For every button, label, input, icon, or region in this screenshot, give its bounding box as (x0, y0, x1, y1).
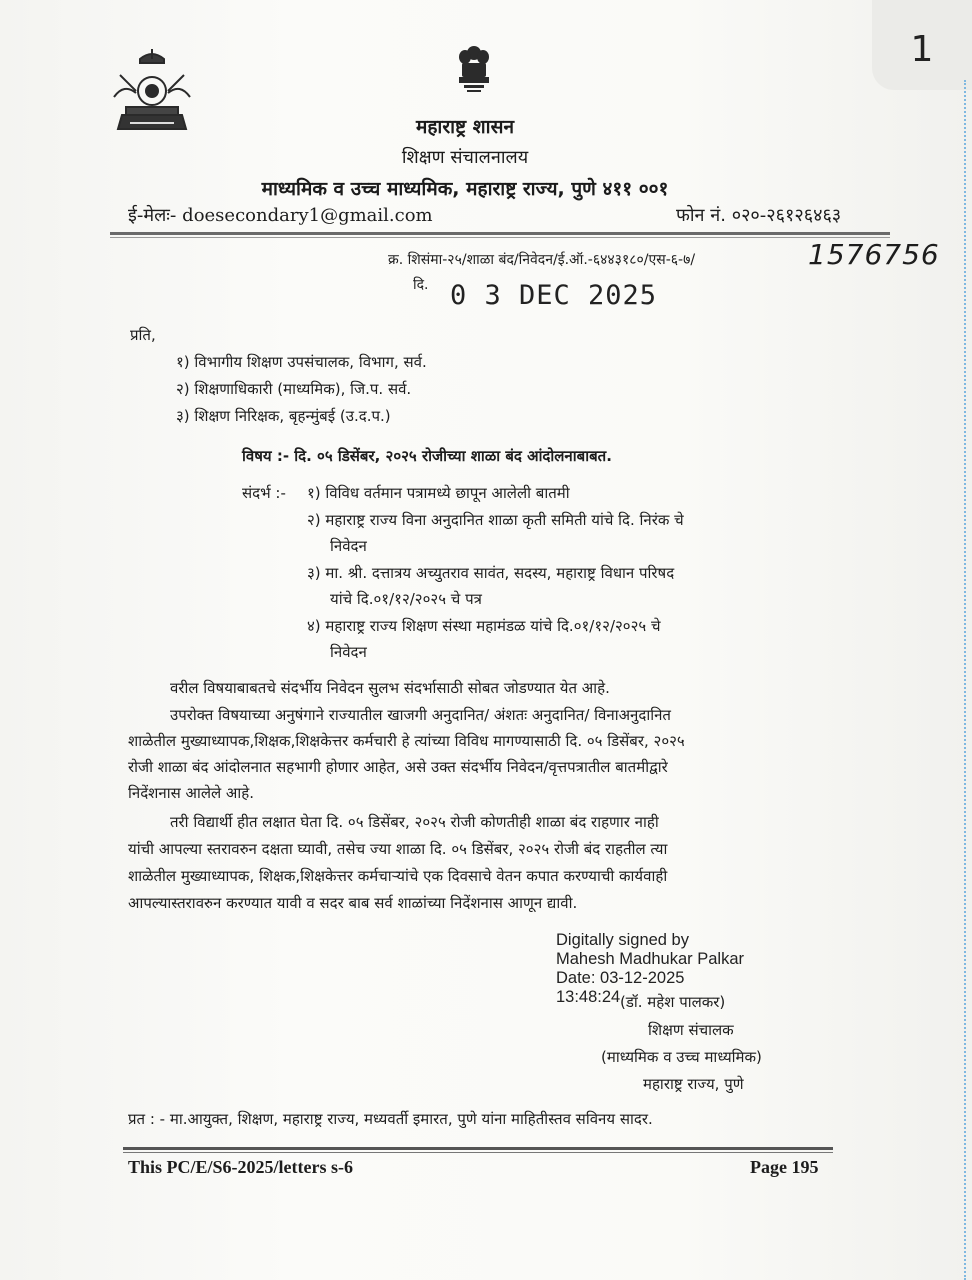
email-line (128, 203, 433, 227)
digital-signature-line: 13:48:24 (556, 988, 621, 1006)
copy-to-line: प्रत : - मा.आयुक्त, शिक्षण, महाराष्ट्र राज्य, मध्यवर्ती इमारत, पुणे यांना माहितीस्तव सविनय सादर. (128, 1110, 653, 1128)
recipient-item: १) विभागीय शिक्षण उपसंचालक, विभाग, सर्व. (176, 353, 427, 371)
digital-signature-line: Mahesh Madhukar Palkar (556, 950, 745, 968)
email-address[interactable]: doesecondary1@gmail.com (182, 205, 433, 226)
body-paragraph-2-line: रोजी शाळा बंद आंदोलनात सहभागी होणार आहेत, असे उक्त संदर्भीय निवेदन/वृत्तपत्रातील बातमीद्वारे (128, 758, 668, 776)
reference-item: २) महाराष्ट्र राज्य विना अनुदानित शाळा कृती समिती यांचे दि. निरंक चे (307, 511, 684, 529)
department-name: शिक्षण संचालनालय (401, 147, 529, 168)
body-paragraph-3-line: आपल्यास्तरावरुन करण्यात यावी व सदर बाब सर्व शाळांच्या निदेंशनास आणून द्यावी. (128, 894, 578, 912)
digital-signature-line: Date: 03-12-2025 (556, 969, 685, 987)
page-edge-decoration (964, 80, 972, 1280)
reference-item: ४) महाराष्ट्र राज्य शिक्षण संस्था महामंडळ यांचे दि.०१/१२/२०२५ चे (307, 617, 661, 635)
header-divider (110, 232, 890, 235)
footer-divider (123, 1147, 833, 1150)
email-label: ई-मेलः- (128, 205, 177, 226)
body-paragraph-2-line: शाळेतील मुख्याध्यापक,शिक्षक,शिक्षकेत्तर कर्मचारी हे त्यांच्या विविध मागण्यासाठी दि. ०५ डिसेंबर, २०२५ (128, 732, 685, 750)
reference-handwritten: 1576756 (808, 238, 940, 271)
body-paragraph-3-line: तरी विद्यार्थी हीत लक्षात घेता दि. ०५ डिसेंबर, २०२५ रोजी कोणतीही शाळा बंद राहणार नाही (170, 813, 659, 831)
date-stamp: 0 3 DEC 2025 (450, 280, 658, 311)
references-label: संदर्भ :- (242, 484, 286, 502)
subject-line: विषय :- दि. ०५ डिसेंबर, २०२५ रोजीच्या शाळा बंद आंदोलनाबाबत. (242, 447, 612, 465)
government-title: महाराष्ट्र शासन (415, 116, 514, 138)
date-label: दि. (413, 277, 429, 293)
reference-item-continued: निवेदन (330, 537, 367, 555)
reference-item: १) विविध वर्तमान पत्रामध्ये छापून आलेली बातमी (307, 484, 570, 502)
signatory-designation: (माध्यमिक व उच्च माध्यमिक) (601, 1048, 762, 1066)
reference-item-continued: निवेदन (330, 643, 367, 661)
body-paragraph-3-line: शाळेतील मुख्याध्यापक, शिक्षक,शिक्षकेत्तर कर्मचाऱ्यांचे एक दिवसाचे वेतन कपात करण्याची कार्यवाही (128, 867, 668, 885)
reference-number: क्र. शिसंमा-२५/शाळा बंद/निवेदन/ई.ऑ.-६४४३१८०/एस-६-७/ (388, 252, 696, 268)
phone-number: ०२०-२६१२६४६३ (731, 205, 842, 226)
phone-line (676, 203, 841, 227)
page-number-tab: 1 (872, 0, 972, 90)
signatory-name: (डॉ. महेश पालकर) (620, 993, 726, 1011)
phone-label: फोन नं. (676, 205, 726, 226)
signatory-designation: शिक्षण संचालक (648, 1021, 734, 1039)
header-divider-thin (110, 237, 890, 238)
reference-item: ३) मा. श्री. दत्तात्रय अच्युतराव सावंत, सदस्य, महाराष्ट्र विधान परिषद (307, 564, 675, 582)
national-emblem-icon (455, 45, 493, 97)
digital-signature-line: Digitally signed by (556, 931, 689, 949)
office-address: माध्यमिक व उच्च माध्यमिक, महाराष्ट्र राज्य, पुणे ४११ ००१ (261, 178, 669, 200)
reference-item-continued: यांचे दि.०१/१२/२०२५ चे पत्र (330, 590, 482, 608)
signatory-designation: महाराष्ट्र राज्य, पुणे (643, 1075, 744, 1093)
recipient-item: २) शिक्षणाधिकारी (माध्यमिक), जि.प. सर्व. (176, 380, 412, 398)
body-paragraph-2-line: निदेंशनास आलेले आहे. (128, 784, 254, 802)
footer-divider-thin (123, 1152, 833, 1153)
to-label: प्रति, (130, 326, 156, 344)
body-paragraph-3-line: यांची आपल्या स्तरावरुन दक्षता घ्यावी, तसेच ज्या शाळा दि. ०५ डिसेंबर, २०२५ रोजी बंद राहतील त्या (128, 840, 668, 858)
footer-file-path: This PC/E/S6-2025/letters s-6 (128, 1157, 353, 1177)
footer-page-number: Page 195 (750, 1157, 819, 1177)
body-paragraph-2-line: उपरोक्त विषयाच्या अनुषंगाने राज्यातील खाजगी अनुदानित/ अंशतः अनुदानित/ विनाअनुदानित (170, 706, 671, 724)
recipient-item: ३) शिक्षण निरिक्षक, बृहन्मुंबई (उ.द.प.) (176, 407, 391, 425)
body-paragraph-1: वरील विषयाबाबतचे संदर्भीय निवेदन सुलभ संदर्भासाठी सोबत जोडण्यात येत आहे. (170, 679, 610, 697)
